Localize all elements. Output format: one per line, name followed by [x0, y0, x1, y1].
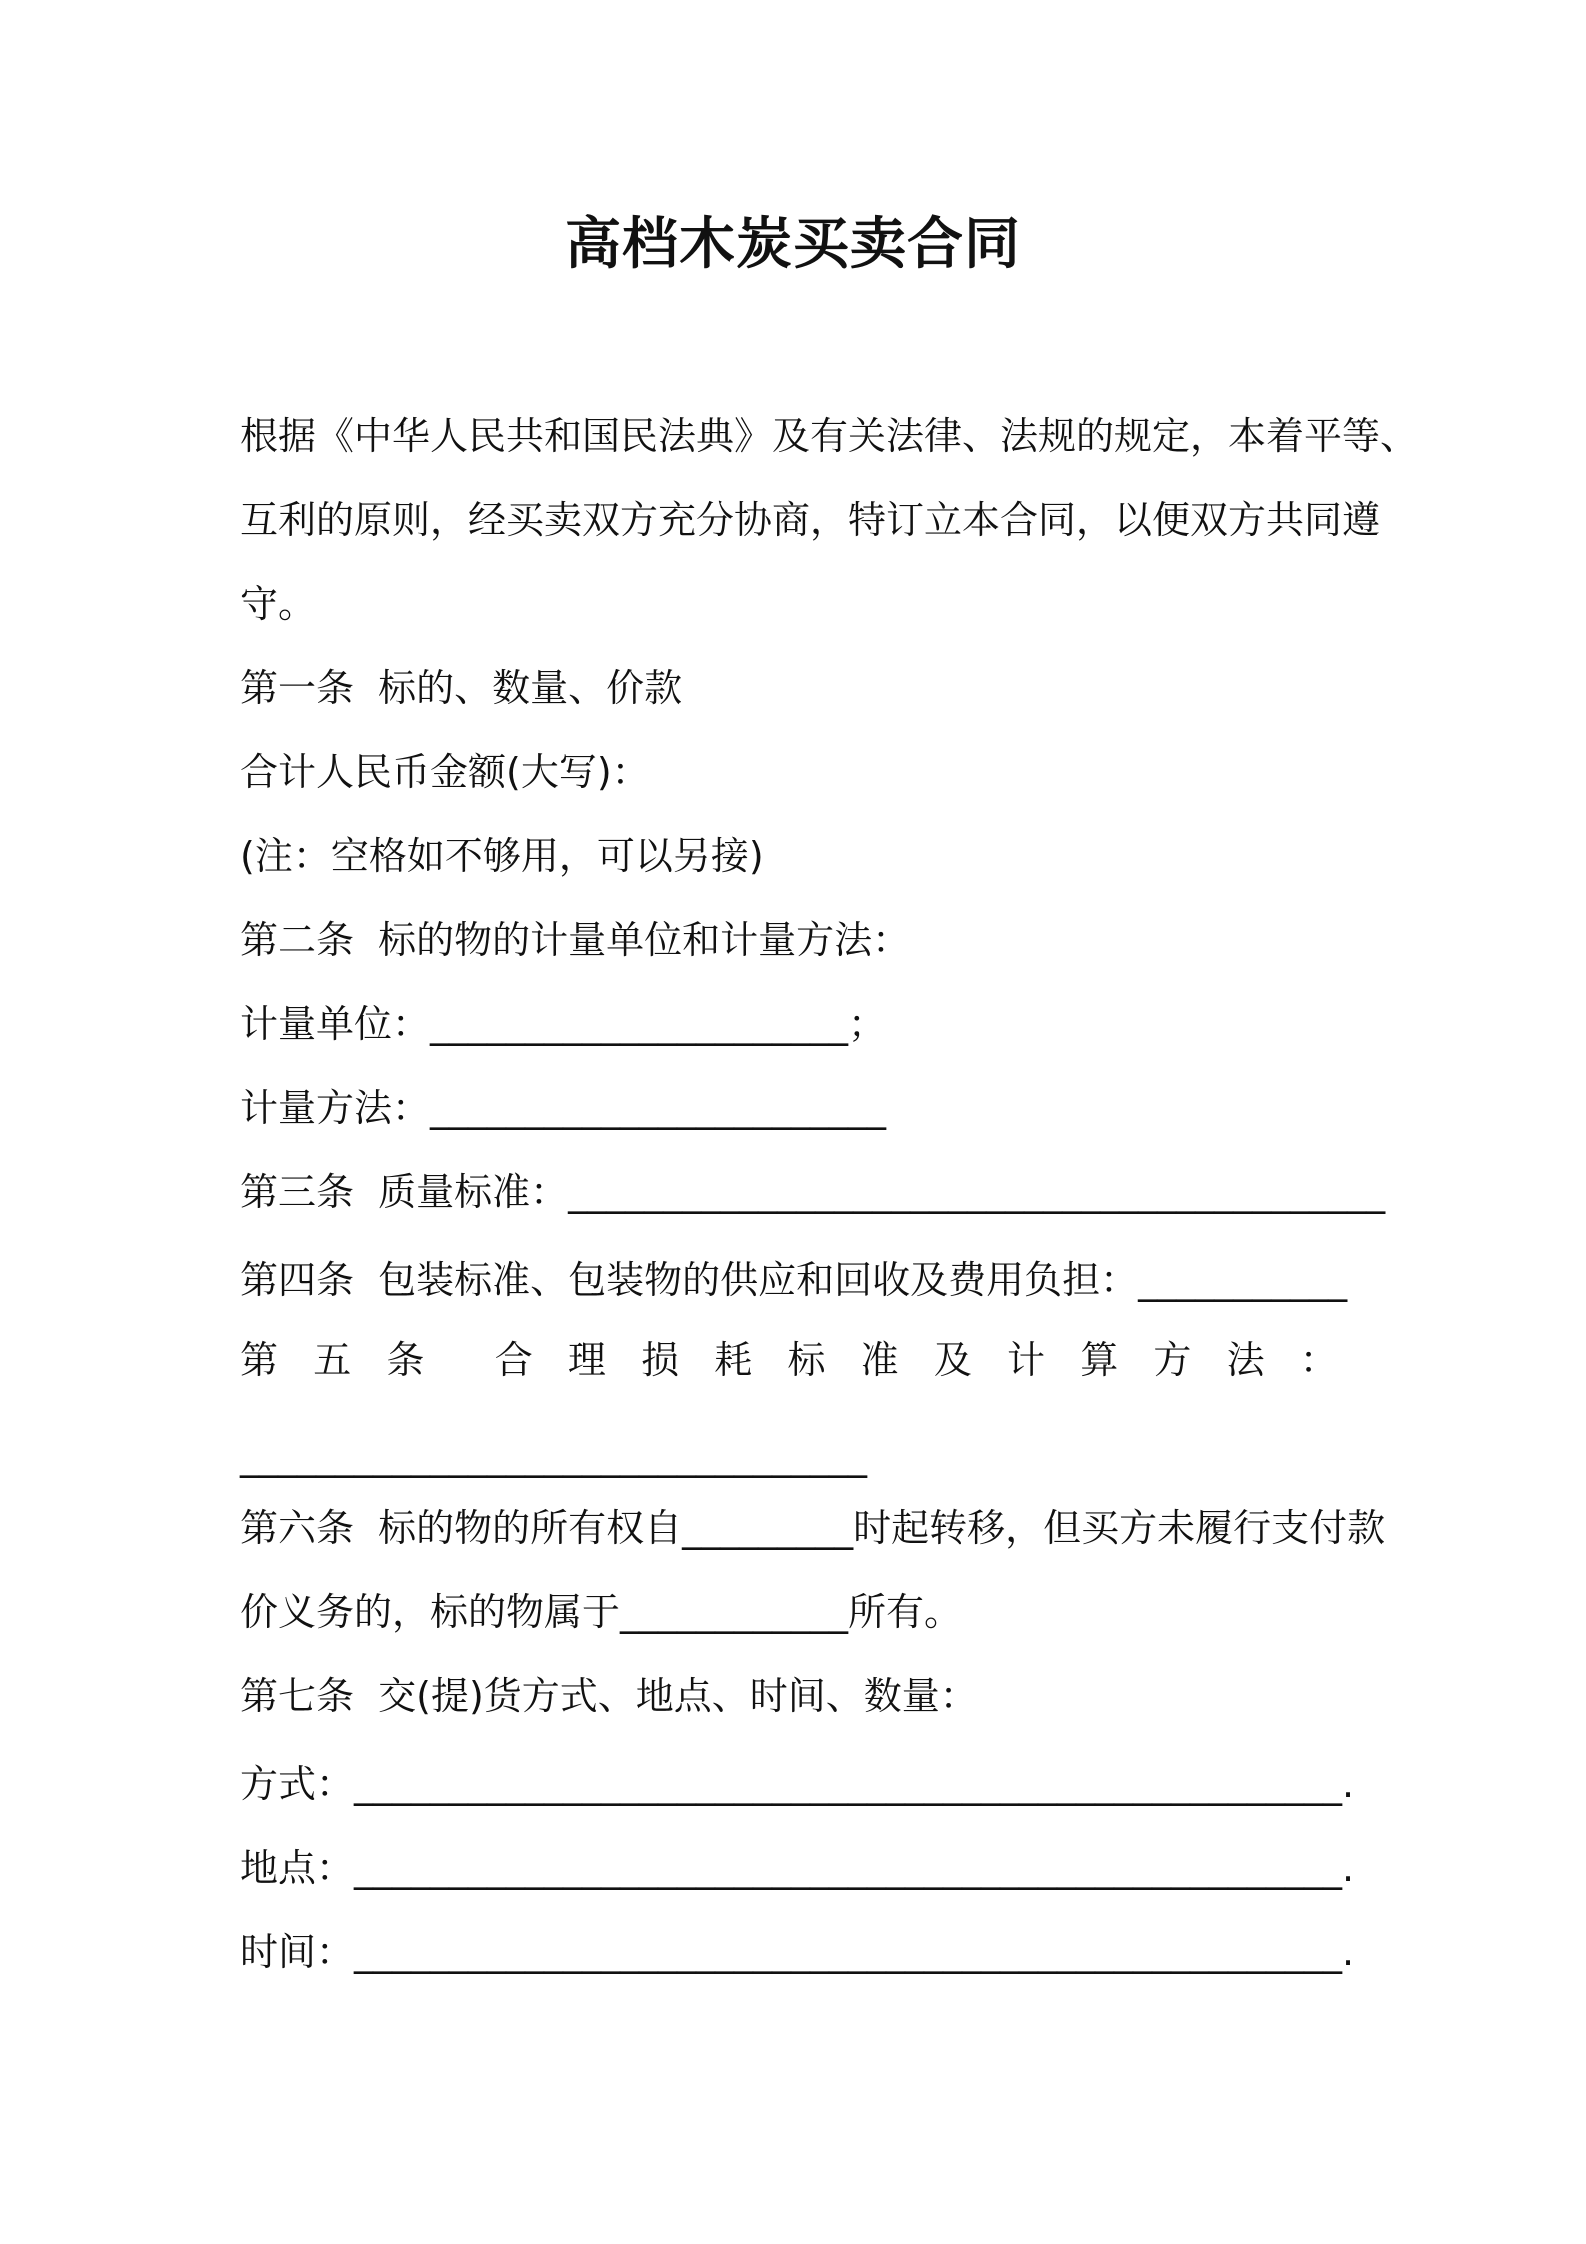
article-5-char: ： — [1299, 1338, 1338, 1382]
article-6-line-2: 价义务的，标的物属于____________所有。 — [240, 1590, 963, 1634]
article-2-heading: 第二条 标的物的计量单位和计量方法： — [240, 918, 911, 962]
article-5-char: 法 — [1226, 1338, 1265, 1382]
article-5-char: 准 — [860, 1338, 899, 1382]
document-title: 高档木炭买卖合同 — [565, 212, 1021, 277]
measurement-method-line: 计量方法：________________________ — [240, 1086, 887, 1130]
article-5-char: 计 — [1007, 1338, 1046, 1382]
total-amount-line: 合计人民币金额(大写)： — [240, 750, 650, 794]
preamble-line-1: 根据《中华人民共和国民法典》及有关法律、法规的规定，本着平等、 — [240, 414, 1419, 458]
delivery-place-line: 地点：____________________________________________________. — [240, 1846, 1355, 1890]
article-5-char: 条 — [386, 1338, 425, 1382]
delivery-method-line: 方式：____________________________________________________. — [240, 1762, 1355, 1806]
article-6-line-1: 第六条 标的物的所有权自_________时起转移，但买方未履行支付款 — [240, 1506, 1386, 1550]
article-5-char: 耗 — [714, 1338, 753, 1382]
article-5-char: 算 — [1080, 1338, 1119, 1382]
article-5-char: 五 — [313, 1338, 352, 1382]
article-5-char: 第 — [240, 1338, 279, 1382]
article-7-heading: 第七条 交(提)货方式、地点、时间、数量： — [240, 1674, 978, 1718]
article-5-char: 合 — [494, 1338, 533, 1382]
measurement-unit-line: 计量单位：______________________； — [240, 1002, 887, 1046]
article-5-blank-line: _________________________________ — [240, 1434, 867, 1478]
article-5-char: 损 — [641, 1338, 680, 1382]
preamble-line-2: 互利的原则，经买卖双方充分协商，特订立本合同，以便双方共同遵 — [240, 498, 1381, 542]
article-1-heading: 第一条 标的、数量、价款 — [240, 666, 683, 710]
article-5-char: 标 — [787, 1338, 826, 1382]
article-5-char: 理 — [567, 1338, 606, 1382]
article-3-line: 第三条 质量标准：___________________________________________ — [240, 1170, 1386, 1214]
article-5-char: 及 — [933, 1338, 972, 1382]
preamble-line-3: 守。 — [240, 582, 317, 626]
note-line: (注：空格如不够用，可以另接) — [240, 834, 764, 878]
article-5-char: 方 — [1153, 1338, 1192, 1382]
delivery-time-line: 时间：____________________________________________________. — [240, 1930, 1355, 1974]
article-5-heading — [240, 1332, 1338, 1388]
article-4-line: 第四条 包装标准、包装物的供应和回收及费用负担：___________ — [240, 1258, 1348, 1302]
